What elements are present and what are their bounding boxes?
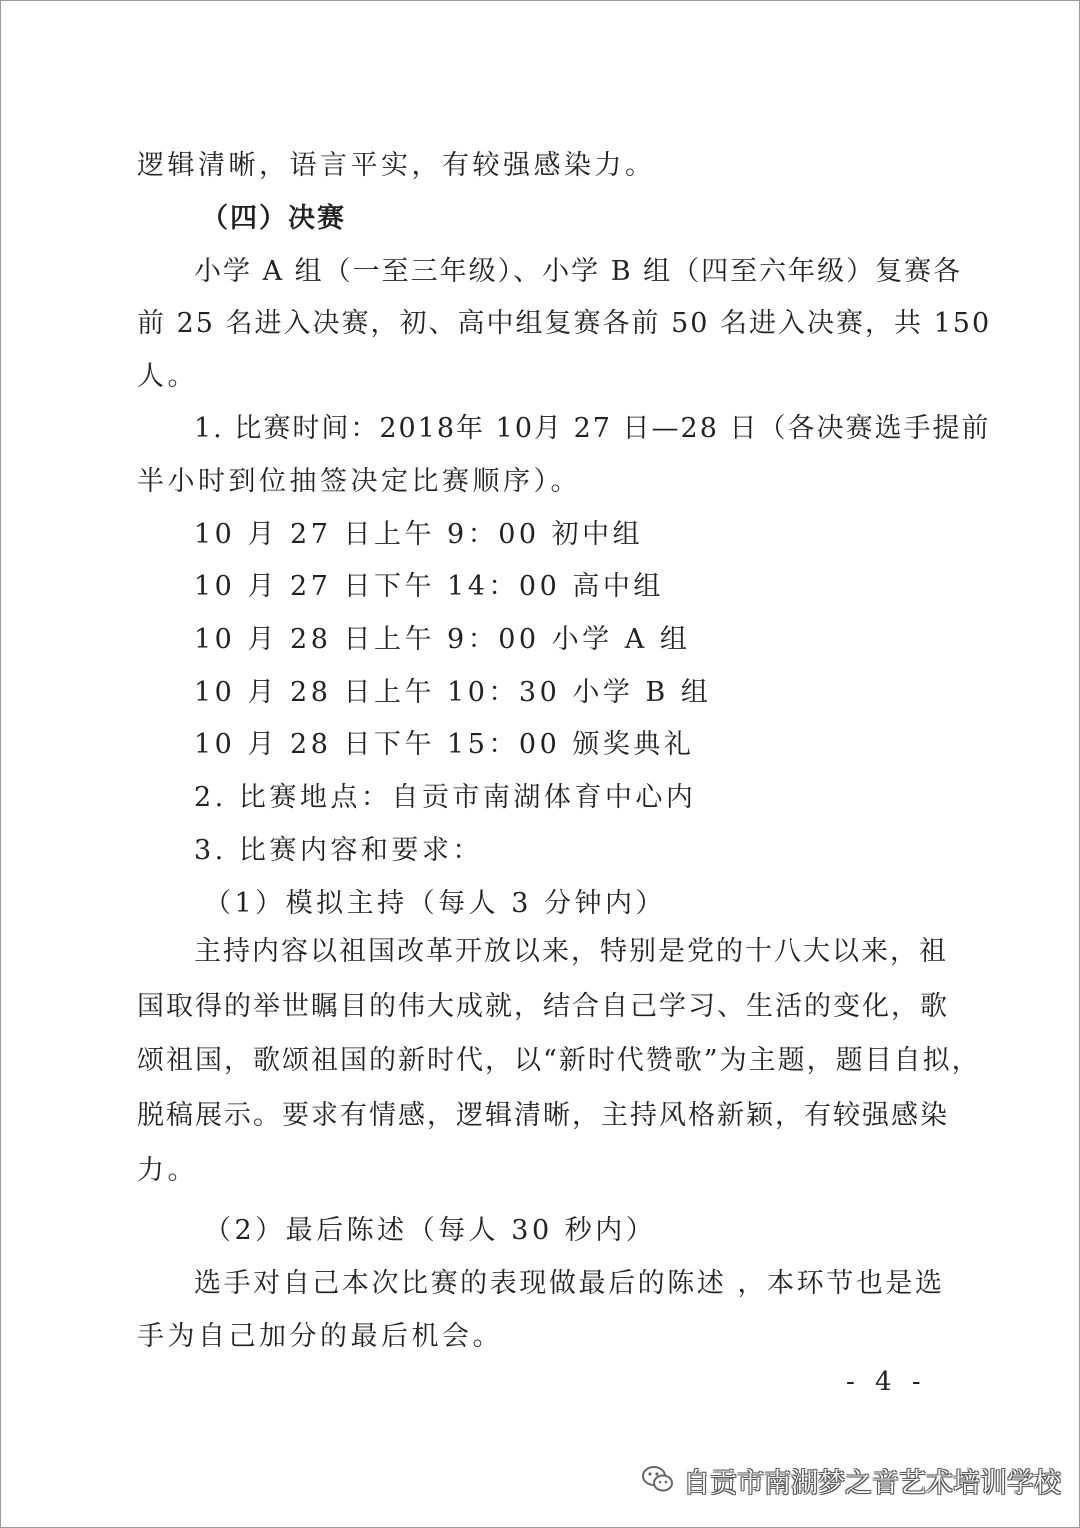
numbered-item: 3. 比赛内容和要求：: [194, 835, 483, 866]
watermark-text: 自贡市南湖梦之音艺术培训学校: [683, 1468, 1061, 1499]
page-number: - 4 -: [846, 1367, 927, 1397]
paragraph-line: 脱稿展示。要求有情感，逻辑清晰，主持风格新颖，有较强感染: [137, 1100, 949, 1131]
numbered-item: 2. 比赛地点：自贡市南湖体育中心内: [194, 782, 697, 813]
paragraph-line: 国取得的举世瞩目的伟大成就，结合自己学习、生活的变化，歌: [137, 991, 949, 1022]
paragraph-line: 手为自己加分的最后机会。: [137, 1321, 503, 1352]
paragraph-line: 颂祖国，歌颂祖国的新时代，以“新时代赞歌”为主题，题目自拟，: [137, 1045, 981, 1076]
schedule-item: 10 月 28 日上午 9：00 小学 A 组: [194, 624, 691, 655]
paragraph-line: 1. 比赛时间：2018年 10月 27 日—28 日（各决赛选手提前: [194, 413, 991, 444]
paragraph-line: 力。: [137, 1155, 198, 1186]
schedule-item: 10 月 28 日下午 15：00 颁奖典礼: [194, 729, 695, 760]
sub-heading: （1）模拟主持（每人 3 分钟内）: [204, 888, 667, 919]
schedule-item: 10 月 27 日下午 14：00 高中组: [194, 571, 664, 602]
schedule-item: 10 月 28 日上午 10：30 小学 B 组: [194, 677, 712, 708]
section-heading: （四）决赛: [201, 203, 346, 234]
paragraph-line: 选手对自己本次比赛的表现做最后的陈述 ，本环节也是选: [194, 1268, 944, 1299]
schedule-item: 10 月 27 日上午 9：00 初中组: [194, 519, 644, 550]
sub-heading: （2）最后陈述（每人 30 秒内）: [204, 1215, 657, 1246]
paragraph-line: 小学 A 组（一至三年级）、小学 B 组（四至六年级）复赛各: [194, 256, 963, 287]
watermark: [641, 1461, 1061, 1500]
paragraph-line: 人。: [137, 361, 198, 392]
paragraph-line: 逻辑清晰，语言平实，有较强感染力。: [137, 150, 656, 181]
paragraph-line: 主持内容以祖国改革开放以来，特别是党的十八大以来，祖: [194, 936, 948, 967]
wechat-icon: [641, 1464, 675, 1498]
paragraph-line: 前 25 名进入决赛，初、高中组复赛各前 50 名进入决赛，共 150: [137, 308, 992, 339]
paragraph-line: 半小时到位抽签决定比赛顺序）。: [137, 466, 581, 497]
